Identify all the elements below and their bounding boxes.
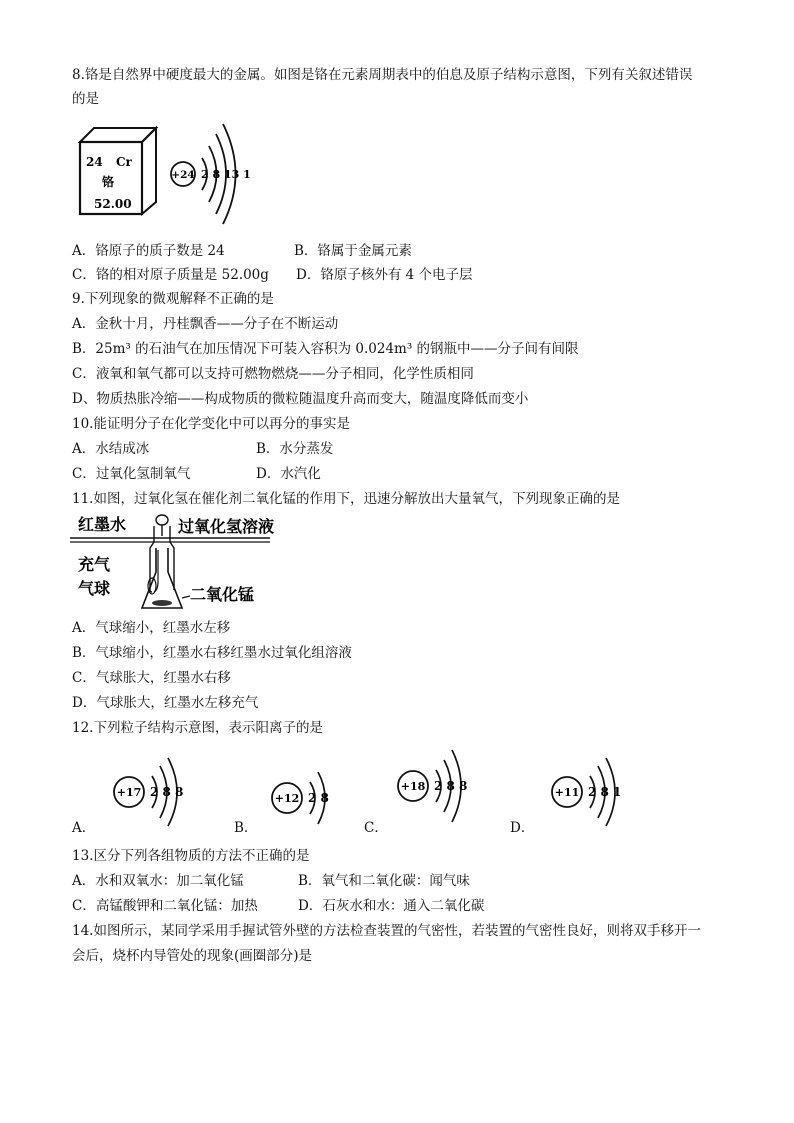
q11-stem: 11.如图，过氧化氢在催化剂二氧化锰的作用下，迅速分解放出大量氧气，下列现象正确的是 — [72, 491, 620, 507]
particle-c-shells: 2 8 8 — [434, 779, 468, 793]
particle-a-structure[interactable] — [112, 752, 192, 836]
electron-shells: 2 8 13 1 — [201, 168, 251, 181]
particle-b-structure[interactable] — [270, 764, 340, 834]
particle-c-label[interactable]: C． — [364, 820, 388, 836]
q8-option-a[interactable]: A．铬原子的质子数是 24 — [72, 243, 225, 259]
q14-stem-line1: 14.如图所示，某同学采用手握试管外壁的方法检查装置的气密性，若装置的气密性良好，则将双手移开一 — [72, 923, 701, 939]
q9-stem: 9.下列现象的微观解释不正确的是 — [72, 291, 274, 307]
label-h2o2-solution: 过氧化氢溶液 — [178, 517, 275, 536]
q11-option-b[interactable]: B．气球缩小，红墨水右移红墨水过氧化组溶液 — [72, 645, 352, 661]
particle-d-nucleus: +11 — [554, 786, 580, 799]
particle-b-shells: 2 8 — [308, 791, 329, 805]
particle-c-structure[interactable] — [396, 744, 476, 828]
q11-option-d[interactable]: D．气球胀大，红墨水左移充气 — [72, 695, 259, 711]
q8-stem-line1: 8.铬是自然界中硬度最大的金属。如图是铬在元素周期表中的伯息及原子结构示意图，下列有关叙述错误 — [72, 67, 693, 83]
q10-option-b[interactable]: B．水分蒸发 — [256, 441, 334, 457]
q10-option-d[interactable]: D．水汽化 — [256, 466, 321, 482]
q10-option-a[interactable]: A．水结成冰 — [72, 441, 150, 457]
label-mno2: 二氧化锰 — [190, 585, 255, 604]
q13-option-c[interactable]: C．高锰酸钾和二氧化锰：加热 — [72, 898, 258, 914]
chromium-periodic-cell-figure — [76, 124, 166, 216]
cell-atomic-mass: 52.00 — [94, 197, 132, 211]
particle-b-label[interactable]: B． — [234, 820, 258, 836]
q8-option-c[interactable]: C．铬的相对原子质量是 52.00g — [72, 267, 269, 283]
label-red-ink: 红墨水 — [78, 515, 127, 534]
q9-option-d[interactable]: D、物质热胀冷缩——构成物质的微粒随温度升高而变大，随温度降低而变小 — [72, 391, 529, 407]
particle-a-label[interactable]: A． — [72, 820, 96, 836]
particle-d-shells: 2 8 1 — [588, 785, 622, 799]
particle-a-nucleus: +17 — [116, 786, 142, 799]
particle-d-structure[interactable] — [550, 752, 630, 836]
cell-atomic-number: 24 — [86, 155, 103, 169]
q13-option-b[interactable]: B．氧气和二氧化碳：闻气味 — [298, 873, 470, 889]
q13-option-a[interactable]: A．水和双氧水：加二氧化锰 — [72, 873, 244, 889]
cell-element-name: 铬 — [102, 175, 115, 189]
q13-option-d[interactable]: D．石灰水和水：通入二氧化碳 — [298, 898, 485, 914]
particle-a-shells: 2 8 8 — [150, 785, 184, 799]
cell-symbol: Cr — [116, 155, 132, 169]
particle-d-label[interactable]: D． — [510, 820, 535, 836]
q8-stem-line2: 的是 — [72, 91, 99, 107]
q9-option-b[interactable]: B．25m³ 的石油气在加压情况下可装入容积为 0.024m³ 的钢瓶中——分子间有间限 — [72, 341, 579, 357]
q9-option-a[interactable]: A．金秋十月，丹桂飘香——分子在不断运动 — [72, 316, 339, 332]
q8-option-d[interactable]: D．铬原子核外有 4 个电子层 — [296, 267, 473, 283]
particle-c-nucleus: +18 — [400, 780, 426, 793]
nucleus-charge: +24 — [171, 169, 195, 181]
label-balloon-1: 充气 — [78, 555, 111, 574]
h2o2-apparatus-figure — [70, 512, 300, 616]
q12-stem: 12.下列粒子结构示意图，表示阳离子的是 — [72, 720, 323, 736]
q13-stem: 13.区分下列各组物质的方法不正确的是 — [72, 848, 310, 864]
q9-option-c[interactable]: C．液氧和氧气都可以支持可燃物燃烧——分子相同，化学性质相同 — [72, 366, 474, 382]
particle-b-nucleus: +12 — [274, 792, 300, 805]
q8-option-b[interactable]: B．铬属于金属元素 — [294, 243, 412, 259]
q10-option-c[interactable]: C．过氧化氢制氧气 — [72, 466, 191, 482]
q10-stem: 10.能证明分子在化学变化中可以再分的事实是 — [72, 416, 350, 432]
label-balloon-2: 气球 — [78, 579, 111, 598]
chromium-atom-structure-figure — [168, 118, 251, 228]
q11-option-a[interactable]: A．气球缩小，红墨水左移 — [72, 620, 231, 636]
q11-option-c[interactable]: C．气球胀大，红墨水右移 — [72, 670, 231, 686]
q14-stem-line2: 会后，烧杯内导管处的现象(画圈部分)是 — [72, 948, 313, 964]
